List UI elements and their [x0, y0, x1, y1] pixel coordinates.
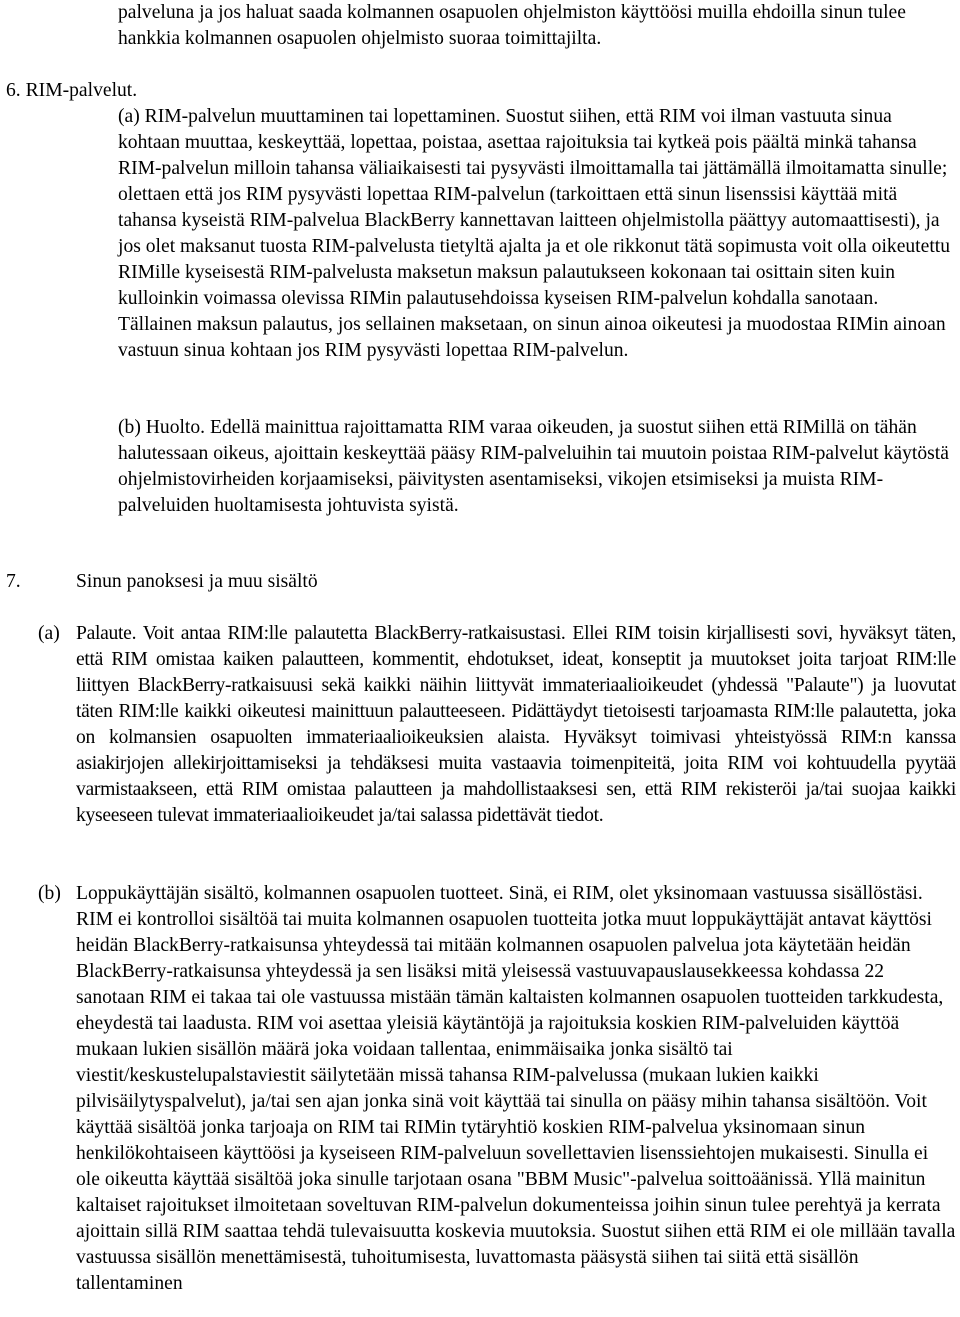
- section-7a-label: (a): [38, 623, 60, 644]
- section-7a-paragraph: Palaute. Voit antaa RIM:lle palautetta BlackBerry-ratkaisustasi. Ellei RIM toisin kirjallisesti sovi, hyväksyt täten, että RIM omistaa kaiken palautteen, kommentit, ehdotukset, ideat, konseptit ja muutokset joita tarjoat RIM:lle liittyen BlackBerry-ratkaisuusi sekä kaikki näihin liittyvät immateriaalioikeudet (yhdessä "Palaute") ja luovutat täten RIM:lle kaikki oikeutesi mainittuun palautteeseen. Pidättäydyt tietoisesti tarjoamasta RIM:lle palautetta, joka on kolmansien osapuolten immateriaalioikeuksien alaista. Hyväksyt toimivasi yhteistyössä RIM:n kanssa asiakirjojen allekirjoittamiseksi ja tehdäksesi muita vastaavia toimenpiteitä, joita RIM voi kohtuudella pyytää varmistaakseen, että RIM omistaa palautteen ja mahdollistaaksesi sen, että RIM rekisteröi ja/tai suojaa kaikki kyseeseen tulevat immateriaalioikeudet ja/tai salassa pidettävät tiedot.: [76, 623, 956, 826]
- section-6-heading: 6. RIM-palvelut.: [6, 80, 138, 101]
- section-7b-paragraph: Loppukäyttäjän sisältö, kolmannen osapuolen tuotteet. Sinä, ei RIM, olet yksinomaan vastuussa sisällöstäsi. RIM ei kontrolloi sisältöä tai muita kolmannen osapuolen tuotteita jotka muut loppukäyttäjät antavat käyttösi heidän BlackBerry-ratkaisunsa yhteydessä tai mitään kolmannen osapuolen palvelua jota käytetään heidän BlackBerry-ratkaisunsa yhteydessä ja sen lisäksi mitä yleisessä vastuuvapauslausekkeessa kohdassa 22 sanotaan RIM ei takaa tai ole vastuussa mistään tämän kaltaisten kolmannen osapuolen tuotteiden tarkkudesta, eheydestä tai laadusta. RIM voi asettaa yleisiä käytäntöjä ja rajoituksia koskien RIM-palveluiden käyttöä mukaan lukien sisällön määrä joka voidaan tallentaa, enimmäisaika jonka sisältö tai viestit/keskustelupalstaviestit säilytetään missä tahansa RIM-palvelussa (mukaan lukien kaikki pilvisäilytyspalvelut), ja/tai sen ajan jonka sinä voit käyttää tai sinulla on pääsy mihin tahansa sisältöön. Voit käyttää sisältöä jonka tarjoaja on RIM tai RIMin tytäryhtiö koskien RIM-palvelua yksinomaan sinun henkilökohtaiseen käyttöösi ja kyseiseen RIM-palveluun sovellettavien lisenssiehtojen mukaisesti. Sinulla ei ole oikeutta käyttää sisältöä joka sinulle tarjotaan osana "BBM Music"-palvelua soittoäänissä. Yllä mainitun kaltaiset rajoitukset ilmoitetaan soveltuvan RIM-palvelun dokumenteissa joihin sinun tulee perehtyä ja kerrata ajoittain sillä RIM saattaa tehdä tulevaisuutta koskevia muutoksia. Suostut siihen että RIM ei ole millään tavalla vastuussa sisällön menettämisestä, tuhoitumisesta, luvattomasta pääsystä siihen tai siitä että sisällön tallentaminen: [76, 883, 956, 1294]
- section-6a-paragraph: (a) RIM-palvelun muuttaminen tai lopettaminen. Suostut siihen, että RIM voi ilman vastuuta sinua kohtaan muuttaa, keskeyttää, lopettaa, poistaa, asettaa rajoituksia tai kytkeä pois päältä minkä tahansa RIM-palvelun milloin tahansa väliaikaisesti tai pysyvästi ilmoittamalla tai jättämällä ilmoitamatta sinulle; olettaen että jos RIM pysyvästi lopettaa RIM-palvelun (tarkoittaen että sinun lisenssisi käyttää mitä tahansa kyseistä RIM-palvelua BlackBerry kannettavan laitteen ohjelmistolla päättyy automaattisesti), ja jos olet maksanut tuosta RIM-palvelusta tietyltä ajalta ja et ole rikkonut tätä sopimusta voit olla oikeutettu RIMille kyseisestä RIM-palvelusta maksetun maksun palautukseen kokonaan tai osittain siten kuin kulloinkin voimassa olevissa RIMin palautusehdoissa kyseisen RIM-palvelun kohdalla sanotaan. Tällainen maksun palautus, jos sellainen maksetaan, on sinun ainoa oikeutesi ja muodostaa RIMin ainoan vastuun sinua kohtaan jos RIM pysyvästi lopettaa RIM-palvelun.: [118, 106, 951, 361]
- intro-paragraph: palveluna ja jos haluat saada kolmannen osapuolen ohjelmiston käyttöösi muilla ehdoilla sinun tulee hankkia kolmannen osapuolen ohjelmisto suoraa toimittajilta.: [118, 2, 906, 49]
- section-6b-paragraph: (b) Huolto. Edellä mainittua rajoittamatta RIM varaa oikeuden, ja suostut siihen että RIMillä on tähän halutessaan oikeus, ajoittain keskeyttää pääsy RIM-palveluihin tai muutoin poistaa RIM-palvelut käytöstä ohjelmistovirheiden korjaamiseksi, päivitysten asentamiseksi, vikojen etsimiseksi ja muista RIM-palveluiden huoltamisesta johtuvista syistä.: [118, 417, 949, 516]
- section-7-number: 7.: [6, 571, 21, 592]
- section-7-title: Sinun panoksesi ja muu sisältö: [76, 571, 318, 592]
- section-7b-label: (b): [38, 883, 61, 904]
